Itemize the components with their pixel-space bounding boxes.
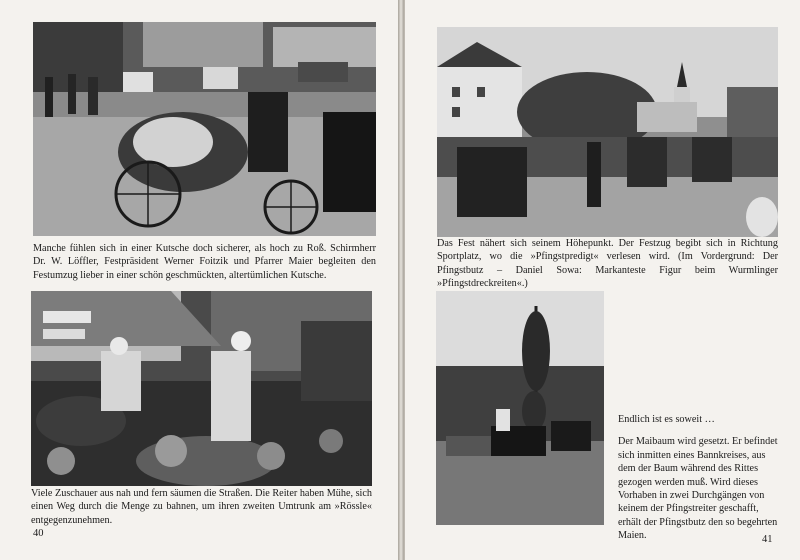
caption-crowd: Viele Zuschauer aus nah und fern säumen die Straßen. Die Reiter haben Mühe, sich einen Weg durch die Menge zu bahnen, um ihren zweiten Umtrunk am »Rössle« entgegenzunehmen. [31, 488, 372, 526]
photo-crowd [31, 291, 372, 486]
caption-maypole-body: Der Maibaum wird gesetzt. Er befindet sich inmitten eines Bannkreises, aus dem der Baum während des Rittes gezogen werden muß. Wird dieses Vorhaben in zwei Durchgängen von keinem der Pfingstreiter geschafft, erhält der Pfingstbutz den so begehrten Maien. [618, 436, 778, 542]
photo-carriage [33, 22, 376, 236]
caption-carriage: Manche fühlen sich in einer Kutsche doch sicherer, als hoch zu Roß. Schirmherr Dr. W. Löffler, Festpräsident Werner Foitzik und Pfarrer Maier begleiten den Festumzug lieber in einer schön geschmückten, altertümlichen Kutsche. [33, 243, 376, 281]
caption-maypole-intro: Endlich ist es soweit … [618, 414, 715, 425]
caption-procession: Das Fest nähert sich seinem Höhepunkt. Der Festzug begibt sich in Richtung Sportplatz, wo die »Pfingstpredigt« verlesen wird. (Im Vordergrund: Der Pfingstbutz – Daniel Sowa: Markanteste Figur beim Wurmlinger »Pfingstdreckreiten«.) [437, 238, 778, 290]
photo-procession [437, 27, 778, 237]
page-number-right: 41 [762, 534, 773, 545]
photo-maypole [436, 291, 604, 525]
page-number-left: 40 [33, 528, 44, 539]
caption-maypole [618, 413, 778, 552]
